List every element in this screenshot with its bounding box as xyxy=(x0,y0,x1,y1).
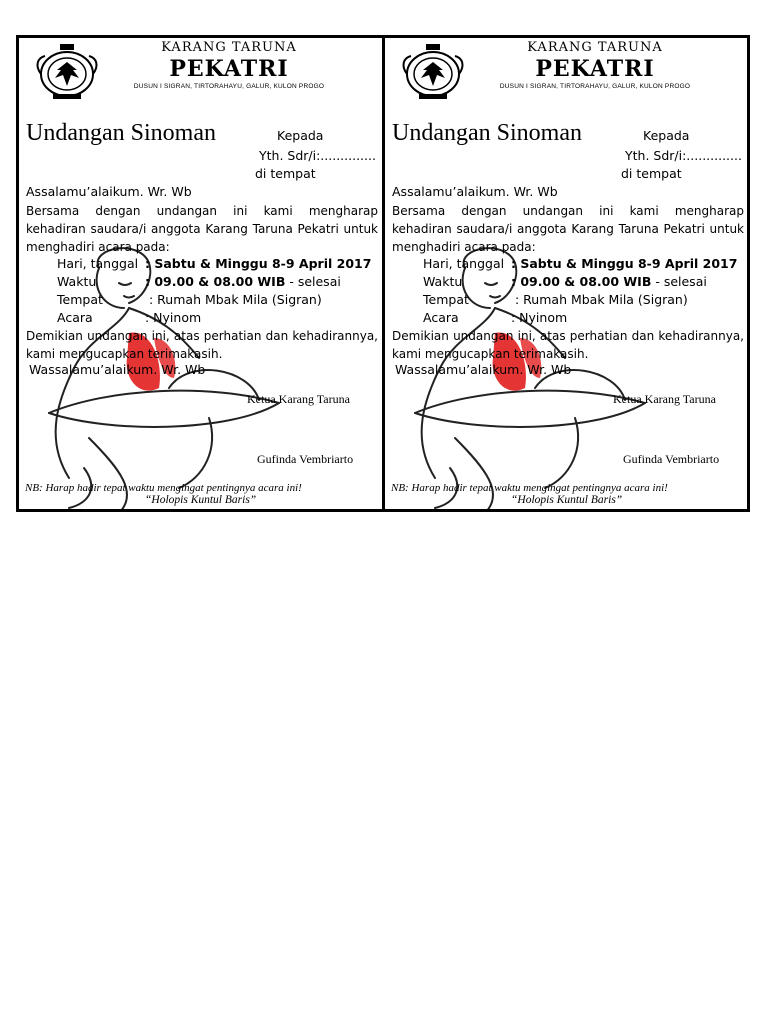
tempat-value: : Rumah Mbak Mila (Sigran) xyxy=(515,292,688,307)
waktu-suffix: - selesai xyxy=(285,274,341,289)
closing-paragraph: Demikian undangan ini, atas perhatian dan kehadirannya, kami mengucapkan terimakasih. xyxy=(26,329,378,361)
org-short-name: PEKATRI xyxy=(169,56,289,82)
body-paragraph: Bersama dengan undangan ini kami mengharap kehadiran saudara/i anggota Karang Taruna Pekatri untuk menghadiri acara pada: xyxy=(392,204,744,254)
tempat-label: Tempat xyxy=(57,292,103,307)
waktu-value: : 09.00 & 08.00 WIB xyxy=(511,274,652,289)
waktu-label: Waktu xyxy=(57,274,97,289)
signatory-name: Gufinda Vembriarto xyxy=(623,452,720,466)
waktu-suffix: - selesai xyxy=(651,274,707,289)
greeting: Assalamu’alaikum. Wr. Wb xyxy=(392,184,558,199)
waktu-label: Waktu xyxy=(423,274,463,289)
di-tempat-label: di tempat xyxy=(255,166,316,181)
org-name: KARANG TARUNA xyxy=(527,40,663,55)
org-short-name: PEKATRI xyxy=(535,56,655,82)
acara-value: : Nyinom xyxy=(145,310,202,325)
signatory-title: Ketua Karang Taruna xyxy=(247,392,350,406)
acara-label: Acara xyxy=(423,310,459,325)
hari-value: : Sabtu & Minggu 8-9 April 2017 xyxy=(511,256,738,271)
note: NB: Harap hadir tepat waktu mengingat pentingnya acara ini! xyxy=(25,482,302,494)
hari-label: Hari, tanggal xyxy=(423,256,505,271)
org-name: KARANG TARUNA xyxy=(161,40,297,55)
farewell: Wassalamu’alaikum. Wr. Wb xyxy=(29,362,206,377)
kepada-label: Kepada xyxy=(277,128,324,143)
motto: “Holopis Kuntul Baris” xyxy=(511,494,623,506)
note: NB: Harap hadir tepat waktu mengingat pentingnya acara ini! xyxy=(391,482,668,494)
acara-value: : Nyinom xyxy=(511,310,568,325)
kepada-label: Kepada xyxy=(643,128,690,143)
di-tempat-label: di tempat xyxy=(621,166,682,181)
invitation-title: Undangan Sinoman xyxy=(392,120,582,146)
waktu-value: : 09.00 & 08.00 WIB xyxy=(145,274,286,289)
acara-label: Acara xyxy=(57,310,93,325)
tempat-label: Tempat xyxy=(423,292,469,307)
hari-value: : Sabtu & Minggu 8-9 April 2017 xyxy=(145,256,372,271)
invitation-sheet xyxy=(16,35,750,512)
signatory-title: Ketua Karang Taruna xyxy=(613,392,716,406)
recipient-line: Yth. Sdr/i:.............. xyxy=(625,148,742,163)
body-paragraph: Bersama dengan undangan ini kami mengharap kehadiran saudara/i anggota Karang Taruna Pekatri untuk menghadiri acara pada: xyxy=(26,204,378,254)
closing-paragraph: Demikian undangan ini, atas perhatian dan kehadirannya, kami mengucapkan terimakasih. xyxy=(392,329,744,361)
recipient-line: Yth. Sdr/i:.............. xyxy=(259,148,376,163)
invitation-card-right xyxy=(385,38,748,509)
org-address: DUSUN I SIGRAN, TIRTORAHAYU, GALUR, KULON PROGO xyxy=(499,83,691,90)
motto: “Holopis Kuntul Baris” xyxy=(145,494,257,506)
org-address: DUSUN I SIGRAN, TIRTORAHAYU, GALUR, KULON PROGO xyxy=(133,83,325,90)
greeting: Assalamu’alaikum. Wr. Wb xyxy=(26,184,192,199)
invitation-card-left xyxy=(19,38,382,509)
signatory-name: Gufinda Vembriarto xyxy=(257,452,354,466)
hari-label: Hari, tanggal xyxy=(57,256,139,271)
invitation-title: Undangan Sinoman xyxy=(26,120,216,146)
tempat-value: : Rumah Mbak Mila (Sigran) xyxy=(149,292,322,307)
farewell: Wassalamu’alaikum. Wr. Wb xyxy=(395,362,572,377)
